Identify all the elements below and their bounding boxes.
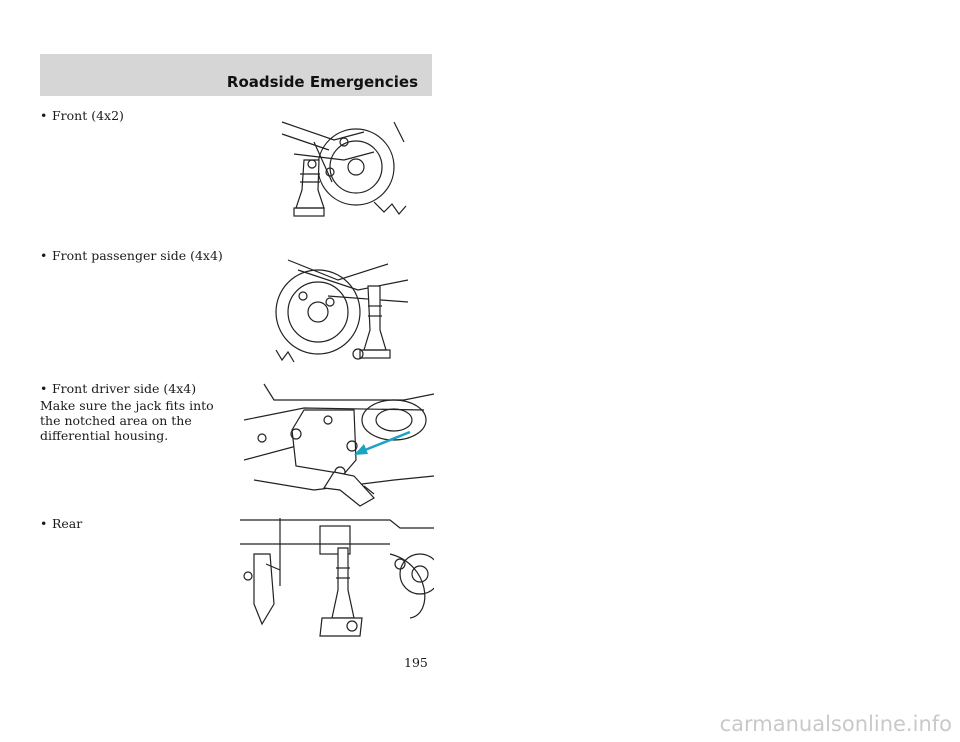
jack-figure-front-4x2 [274,112,414,232]
rear-illustration [240,514,434,646]
front-passenger-4x4-illustration [268,250,418,368]
jack-figure-rear [240,514,434,646]
list-item-label: Front driver side (4x4) [52,381,197,396]
jack-figure-front-passenger-4x4 [268,250,418,368]
front-4x2-illustration [274,112,414,232]
bullet-glyph: • [40,248,48,263]
list-item-rear [40,516,82,531]
list-item-label: Rear [52,516,83,531]
list-item-front-4x2 [40,108,124,123]
list-item-front-passenger-4x4 [40,248,223,263]
watermark: carmanualsonline.info [719,712,952,736]
bullet-glyph: • [40,108,48,123]
arrow-icon [354,432,410,455]
front-driver-4x4-illustration [244,380,434,510]
jack-figure-front-driver-4x4 [244,380,434,510]
section-title: Roadside Emergencies [226,73,418,91]
section-header-bar [40,54,432,96]
bullet-glyph: • [40,381,48,396]
jack-note-paragraph: Make sure the jack fits into the notched area on the differential housing. [40,398,214,443]
bullet-glyph: • [40,516,48,531]
page-number: 195 [404,655,428,670]
list-item-front-driver-4x4 [40,381,196,396]
list-item-label: Front (4x2) [52,108,124,123]
list-item-label: Front passenger side (4x4) [52,248,223,263]
